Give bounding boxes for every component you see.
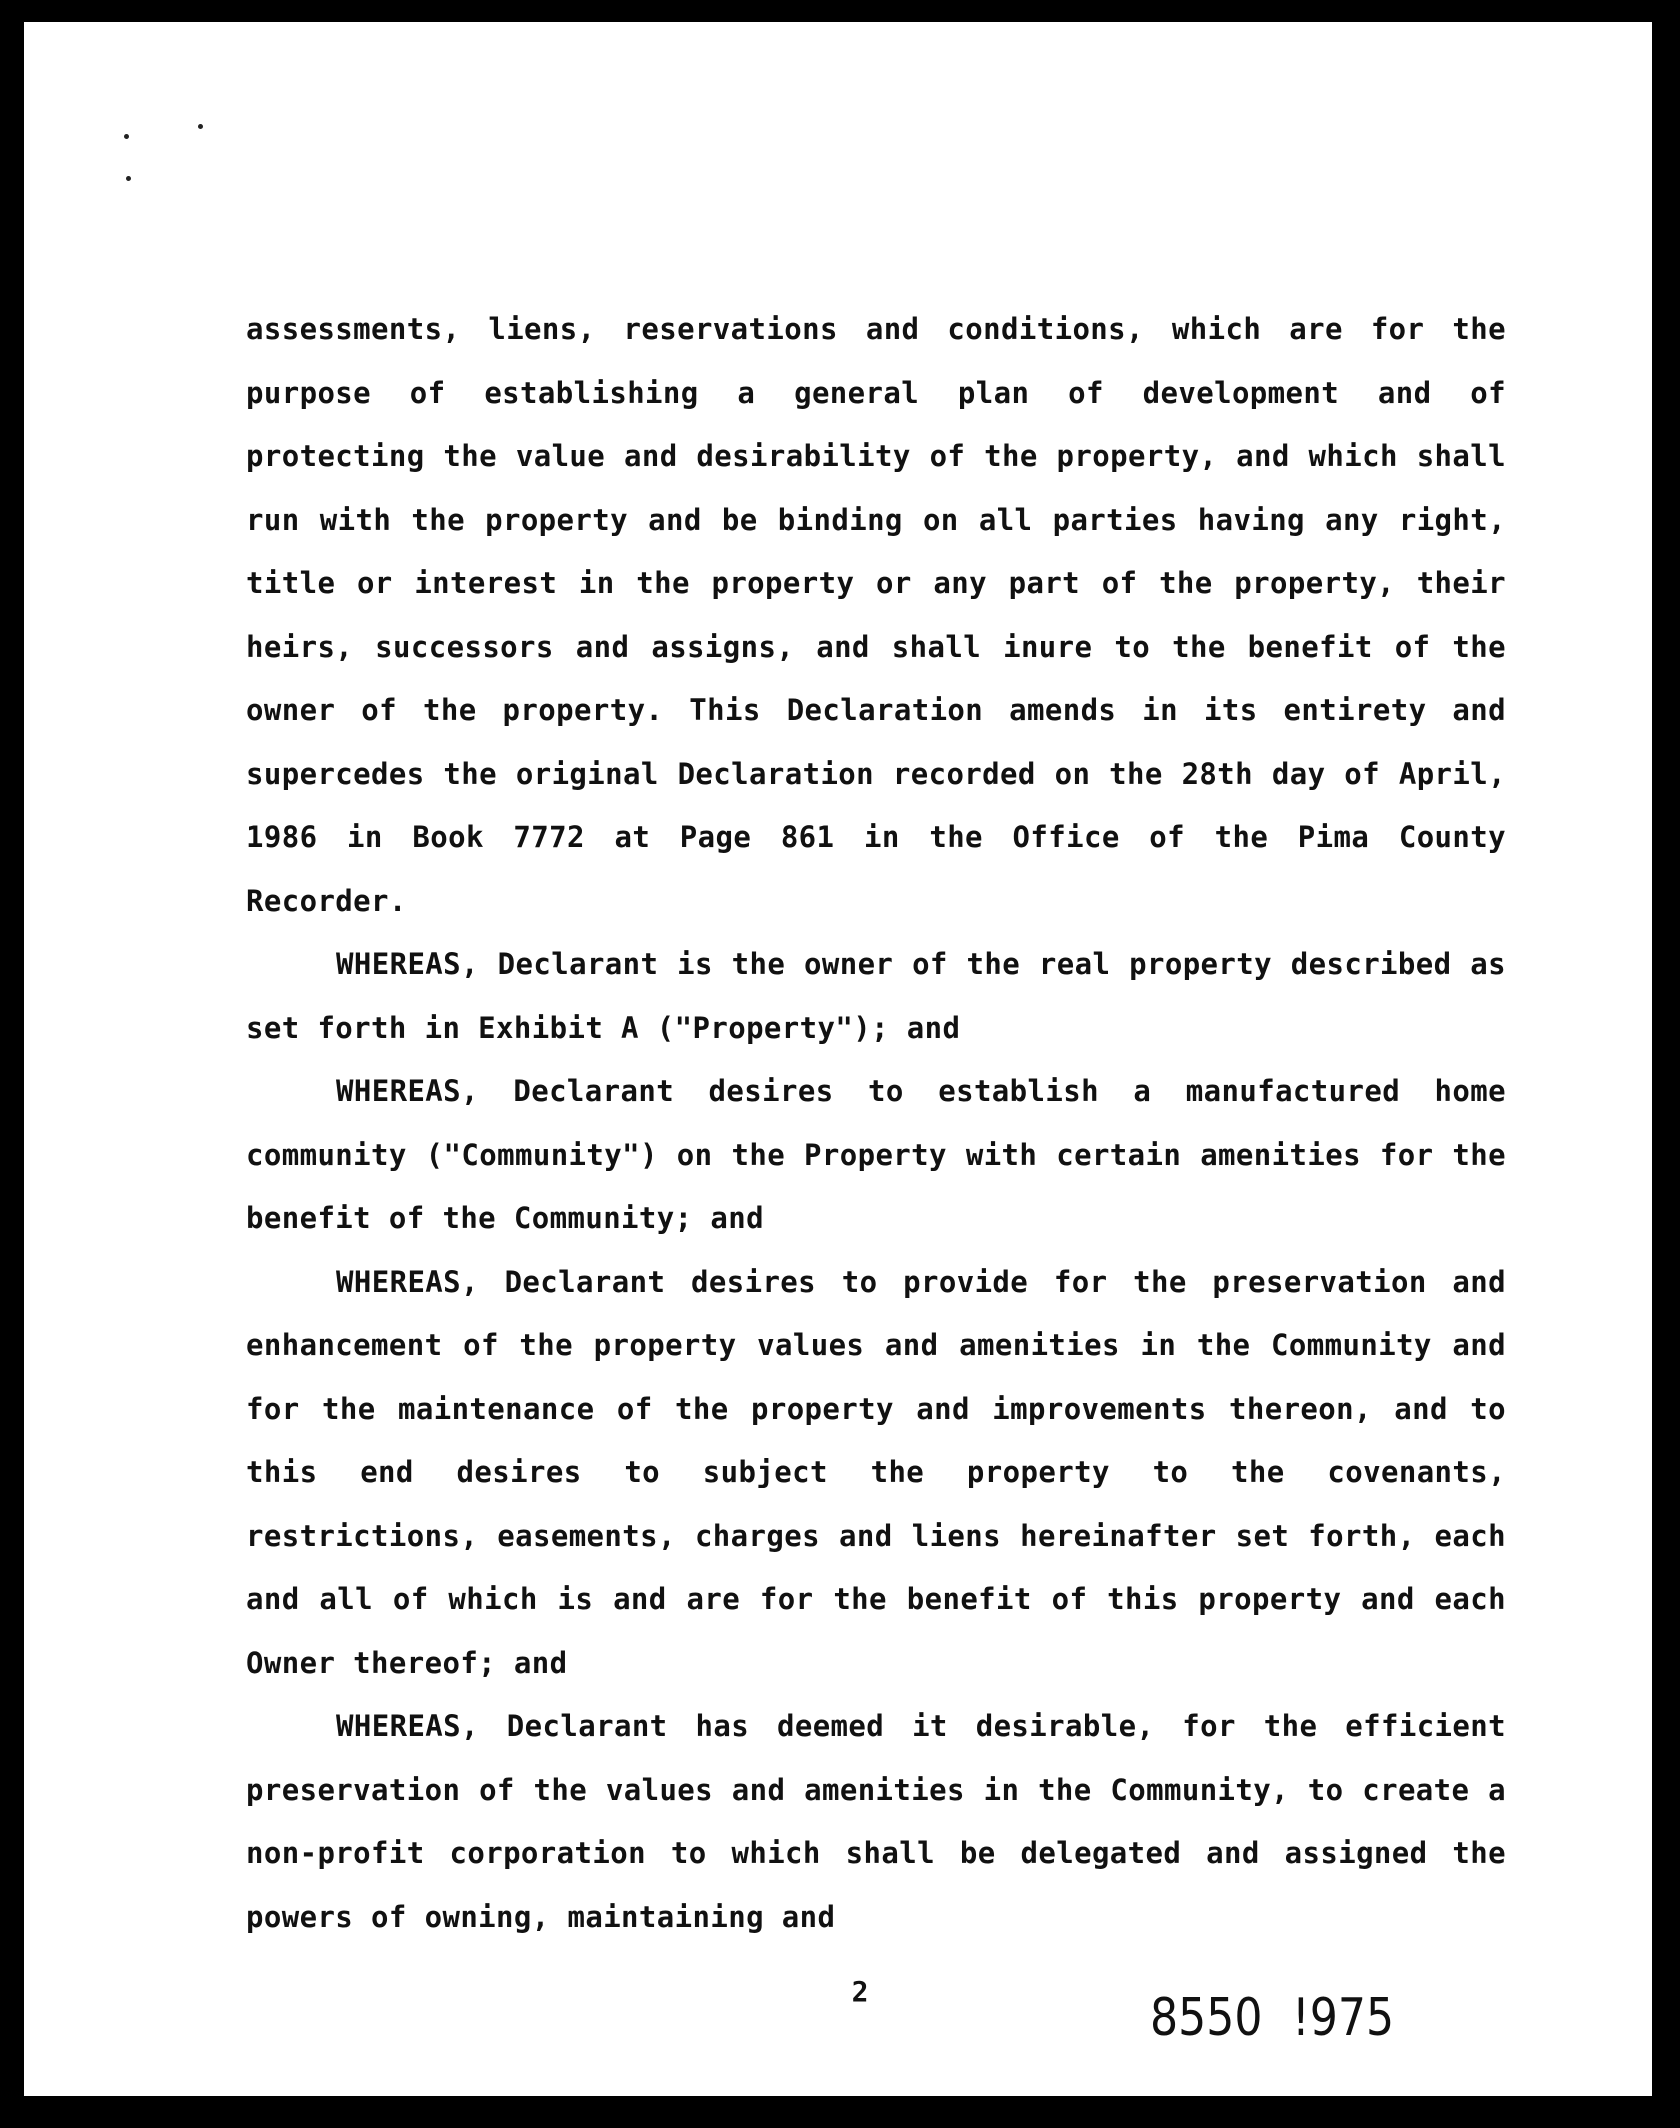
paragraph-continuation: assessments, liens, reservations and conditions, which are for the purpose of establishing a general plan of development and of protecting the value and desirability of the property, and which shall run with the property and be binding on all parties having any right, title or interest in the property or any part of the property, their heirs, successors and assigns, and shall inure to the benefit of the owner of the property. This Declaration amends in its entirety and supercedes the original Declaration recorded on the 28th day of April, 1986 in Book 7772 at Page 861 in the Office of the Pima County Recorder. [246,312,1506,918]
paragraph-whereas-community: WHEREAS, Declarant desires to establish a manufactured home community ("Community") on the Property with certain amenities for the benefit of the Community; and [246,1074,1506,1235]
scan-border-left [0,0,24,2128]
scan-border-right [1652,0,1680,2128]
document-body [246,298,1506,1949]
paragraph-whereas-corporation: WHEREAS, Declarant has deemed it desirable, for the efficient preservation of the values and amenities in the Community, to create a non-profit corporation to which shall be delegated and assigned the powers of owning, maintaining and [246,1709,1506,1934]
paragraph-whereas-preservation: WHEREAS, Declarant desires to provide for the preservation and enhancement of the property values and amenities in the Community and for the maintenance of the property and improvements thereon, and to this end desires to subject the property to the covenants, restrictions, easements, charges and liens hereinafter set forth, each and all of which is and are for the benefit of this property and each Owner thereof; and [246,1264,1506,1680]
page-number: 2 [851,1975,869,2008]
recording-stamp-page: !975 [1292,1988,1395,2048]
paragraph-whereas-owner: WHEREAS, Declarant is the owner of the real property described as set forth in Exhibit A ("Property"); and [246,947,1506,1045]
recording-stamp-book: 8550 [1150,1988,1263,2048]
scan-speck [198,124,203,129]
scan-border-top [0,0,1680,22]
scan-speck [126,176,131,181]
scan-speck [124,134,129,139]
scan-border-bottom [0,2096,1680,2128]
